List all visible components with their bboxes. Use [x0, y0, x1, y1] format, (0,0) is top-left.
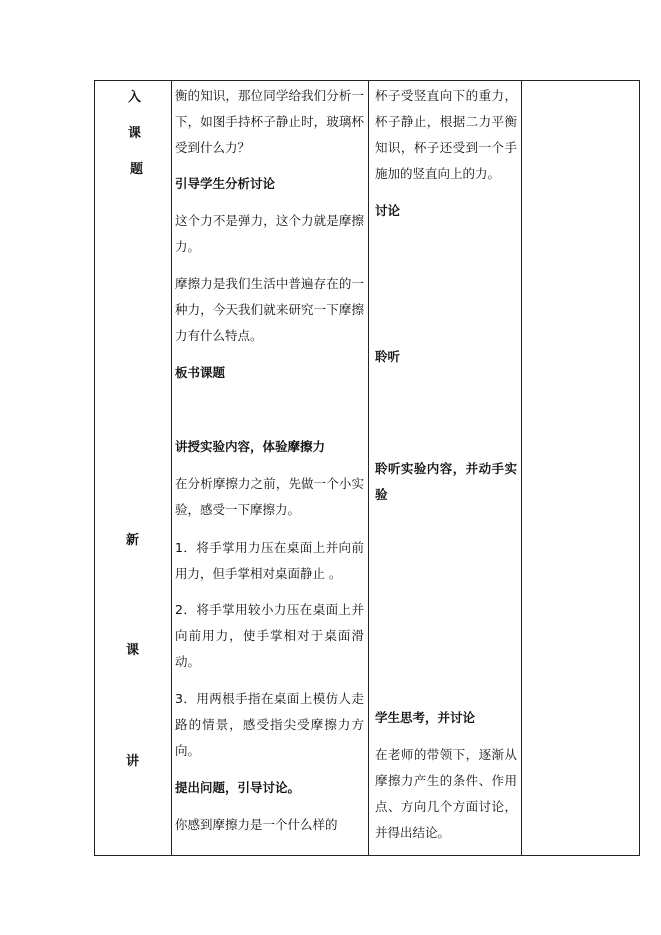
stage-label-char: 讲: [126, 754, 140, 769]
teacher-heading: 提出问题，引导讨论。: [175, 780, 301, 795]
student-heading: 聆听实验内容，并动手实验: [375, 461, 517, 502]
student-heading: 讨论: [375, 203, 401, 218]
teacher-heading: 讲授实验内容，体验摩擦力: [175, 439, 326, 454]
teacher-text: 3．用两根手指在桌面上模仿人走路的情景，感受指尖受摩擦力方向。: [175, 691, 364, 758]
column-divider: [368, 81, 369, 855]
stage-label-char: 新: [126, 533, 140, 548]
student-text: 杯子受竖直向下的重力，杯子静止，根据二力平衡知识，杯子还受到一个手施加的竖直向上的力。: [375, 88, 517, 181]
student-heading: 聆听: [375, 349, 401, 364]
teacher-heading: 板书课题: [175, 365, 226, 380]
teacher-text: 衡的知识，那位同学给我们分析一下，如图手持杯子静止时，玻璃杯受到什么力？: [175, 88, 364, 155]
stage-label-char: 课: [128, 126, 142, 141]
teacher-heading: 引导学生分析讨论: [175, 176, 276, 191]
student-heading: 学生思考，并讨论: [375, 710, 476, 725]
teacher-text: 这个力不是弹力，这个力就是摩擦力。: [175, 213, 364, 254]
teacher-text: 你感到摩擦力是一个什么样的: [175, 817, 338, 832]
teacher-text: 摩擦力是我们生活中普遍存在的一种力，今天我们就来研究一下摩擦力有什么特点。: [175, 276, 364, 343]
stage-label-char: 课: [126, 643, 140, 658]
student-text: 在老师的带领下，逐渐从摩擦力产生的条件、作用点、方向几个方面讨论，并得出结论。: [375, 747, 517, 840]
teacher-text: 在分析摩擦力之前，先做一个小实验，感受一下摩擦力。: [175, 476, 364, 517]
stage-label-char: 入: [128, 90, 142, 105]
remarks-cell: [522, 81, 639, 855]
teacher-text: 1．将手掌用力压在桌面上并向前用力，但手掌相对桌面静止 。: [175, 540, 364, 581]
teacher-text: 2．将手掌用较小力压在桌面上并向前用力，使手掌相对于桌面滑动。: [175, 602, 364, 669]
column-divider: [171, 81, 172, 855]
lesson-table: [94, 80, 640, 856]
stage-label-char: 题: [130, 162, 144, 177]
